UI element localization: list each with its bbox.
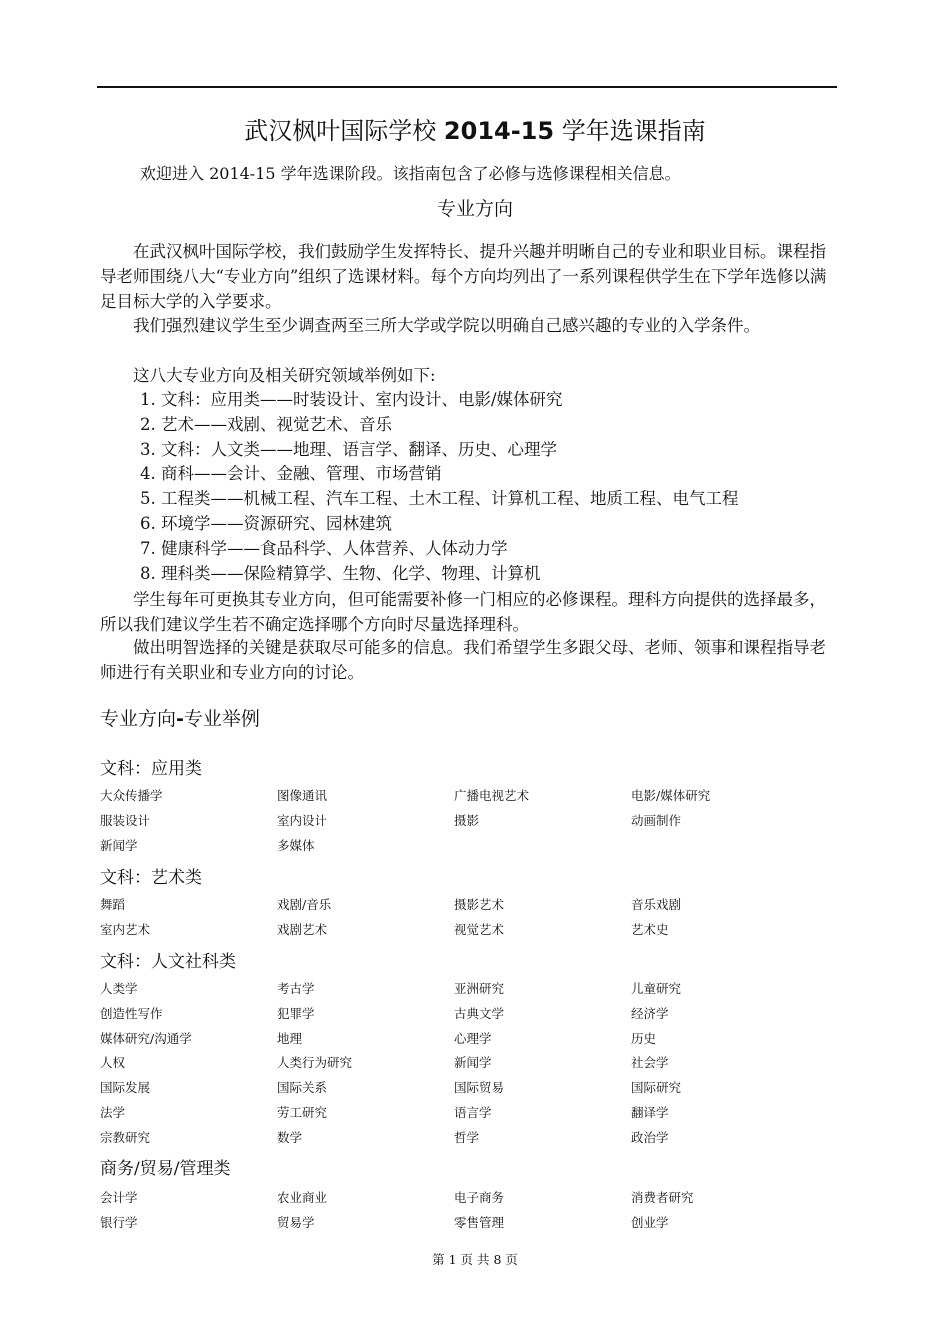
major-item: 戏剧/音乐 [277, 897, 332, 912]
direction-item: 7. 健康科学——食品科学、人体营养、人体动力学 [140, 538, 508, 558]
major-item: 贸易学 [277, 1214, 315, 1230]
examples-title-part: 专业举例 [183, 708, 260, 730]
group-heading-business: 商务/贸易/管理类 [100, 1159, 231, 1179]
direction-item: 6. 环境学——资源研究、园林建筑 [140, 513, 392, 533]
title-year: 2014-15 [443, 117, 555, 145]
group-grid-humanities [100, 977, 820, 1151]
title-suffix: 学年选课指南 [554, 117, 706, 145]
major-item: 新闻学 [100, 837, 138, 853]
major-item: 会计学 [100, 1190, 138, 1205]
section-heading: 专业方向 [436, 198, 513, 220]
document-title [0, 116, 950, 146]
major-item: 媒体研究/沟通学 [100, 1030, 192, 1046]
paragraph-change-direction: 学生每年可更换其专业方向，但可能需要补修一门相应的必修课程。理科方向提供的选择最多，所以我们建议学生若不确定选择哪个方向时尽量选择理科。 [100, 590, 826, 634]
examples-title-dash: - [176, 708, 184, 730]
major-item: 国际研究 [631, 1080, 682, 1096]
direction-item: 8. 理科类——保险精算学、生物、化学、物理、计算机 [140, 563, 541, 583]
group-heading-applied: 文科：应用类 [100, 759, 202, 779]
major-item: 哲学 [454, 1129, 480, 1145]
major-item: 法学 [100, 1104, 126, 1120]
major-item: 古典文学 [454, 1005, 505, 1021]
major-item: 国际贸易 [454, 1080, 505, 1096]
paragraph-research: 我们强烈建议学生至少调查两至三所大学或学院以明确自己感兴趣的专业的入学条件。 [100, 316, 760, 335]
major-item: 摄影艺术 [454, 897, 505, 912]
major-item: 语言学 [454, 1104, 492, 1120]
header-rule [97, 86, 837, 88]
major-item: 经济学 [631, 1005, 669, 1021]
major-item: 人权 [100, 1055, 126, 1071]
group-heading-humanities: 文科：人文社科类 [100, 952, 236, 972]
major-item: 亚洲研究 [454, 981, 505, 996]
major-item: 音乐戏剧 [631, 897, 682, 912]
direction-item: 5. 工程类——机械工程、汽车工程、土木工程、计算机工程、地质工程、电气工程 [140, 489, 739, 509]
major-item: 心理学 [454, 1030, 492, 1046]
major-item: 历史 [631, 1030, 657, 1046]
direction-item: 1. 文科：应用类——时装设计、室内设计、电影/媒体研究 [140, 390, 563, 409]
major-item: 电子商务 [454, 1190, 505, 1205]
intro-text: 欢迎进入 2014-15 学年选课阶段。该指南包含了必修与选修课程相关信息。 [140, 164, 681, 183]
paragraph-goals: 在武汉枫叶国际学校，我们鼓励学生发挥特长、提升兴趣并明晰自己的专业和职业目标。课程指导老师围绕八大“专业方向”组织了选课材料。每个方向均列出了一系列课程供学生在下学年选修以满足目标大学的入学要求。 [100, 242, 827, 311]
page-footer: 第 1 页 共 8 页 [432, 1252, 518, 1267]
major-item: 宗教研究 [100, 1129, 151, 1145]
direction-item: 4. 商科——会计、金融、管理、市场营销 [140, 464, 442, 484]
major-item: 考古学 [277, 981, 315, 996]
major-item: 大众传播学 [100, 788, 163, 803]
paragraph-list-intro: 这八大专业方向及相关研究领域举例如下: [100, 366, 436, 385]
major-item: 室内设计 [277, 812, 328, 828]
major-item: 视觉艺术 [454, 921, 505, 937]
major-item: 国际发展 [100, 1080, 151, 1096]
major-item: 劳工研究 [277, 1104, 328, 1120]
major-item: 消费者研究 [631, 1190, 694, 1205]
major-item: 人类行为研究 [277, 1055, 353, 1071]
direction-item: 3. 文科：人文类——地理、语言学、翻译、历史、心理学 [140, 439, 557, 459]
group-grid-applied [100, 784, 820, 858]
major-item: 动画制作 [631, 812, 682, 828]
direction-item: 2. 艺术——戏剧、视觉艺术、音乐 [140, 414, 392, 434]
major-item: 政治学 [631, 1129, 669, 1145]
major-item: 翻译学 [631, 1104, 669, 1120]
major-item: 人类学 [100, 981, 138, 996]
major-item: 国际关系 [277, 1080, 328, 1096]
major-item: 社会学 [631, 1055, 669, 1071]
title-prefix: 武汉枫叶国际学校 [244, 117, 444, 145]
directions-list [140, 388, 739, 586]
major-item: 电影/媒体研究 [631, 788, 711, 803]
major-item: 多媒体 [277, 837, 315, 853]
group-grid-arts [100, 893, 820, 943]
examples-title-part: 专业方向 [100, 708, 177, 730]
major-item: 犯罪学 [277, 1005, 315, 1021]
major-item: 舞蹈 [100, 897, 126, 912]
paragraph-advice: 做出明智选择的关键是获取尽可能多的信息。我们希望学生多跟父母、老师、领事和课程指导老师进行有关职业和专业方向的讨论。 [100, 638, 826, 682]
major-item: 创业学 [631, 1214, 669, 1230]
major-item: 摄影 [454, 812, 480, 828]
major-item: 数学 [277, 1129, 303, 1145]
major-item: 广播电视艺术 [454, 788, 530, 803]
major-item: 室内艺术 [100, 921, 151, 937]
major-item: 零售管理 [454, 1214, 505, 1230]
major-item: 创造性写作 [100, 1005, 163, 1021]
major-item: 银行学 [100, 1214, 138, 1230]
major-item: 新闻学 [454, 1055, 492, 1071]
major-item: 图像通讯 [277, 788, 328, 803]
group-grid-business [100, 1186, 820, 1236]
major-item: 儿童研究 [631, 981, 682, 996]
group-heading-arts: 文科：艺术类 [100, 868, 202, 888]
examples-title [100, 706, 260, 732]
major-item: 地理 [277, 1030, 303, 1046]
major-item: 艺术史 [631, 921, 669, 937]
major-item: 戏剧艺术 [277, 921, 328, 937]
major-item: 服装设计 [100, 812, 151, 828]
major-item: 农业商业 [277, 1190, 328, 1205]
